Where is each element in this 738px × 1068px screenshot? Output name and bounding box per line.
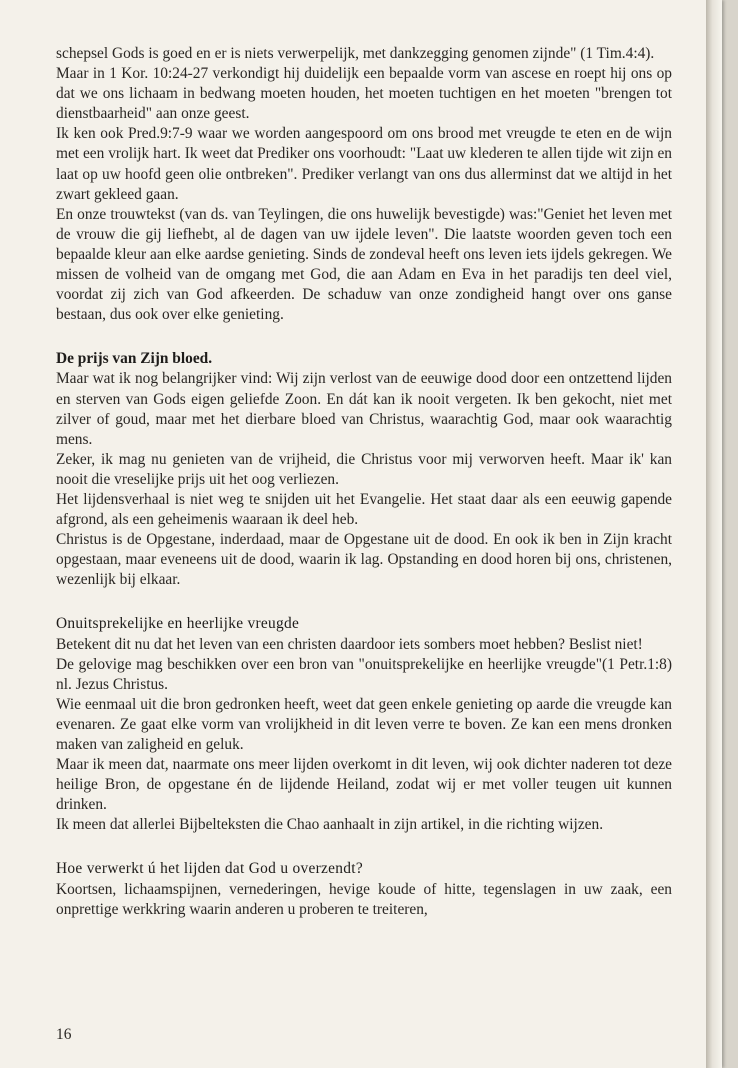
- paragraph: Wie eenmaal uit die bron gedronken heeft, weet dat geen enkele genieting op aarde die vreugde kan evenaren. Ze gaat elke vorm van vrolijkheid in dit leven verre te boven. Ze kan een mens dronken maken van zaligheid en geluk.: [56, 695, 672, 753]
- paragraph: Het lijdensverhaal is niet weg te snijden uit het Evangelie. Het staat daar als een eeuwig gapende afgrond, als een geheimenis waaraan ik deel heb.: [56, 490, 672, 529]
- paragraph: Betekent dit nu dat het leven van een christen daardoor iets sombers moet hebben? Beslist niet!: [56, 635, 643, 653]
- paragraph: Maar ik meen dat, naarmate ons meer lijden overkomt in dit leven, wij ook dichter naderen tot deze heilige Bron, de opgestane én de lijdende Heiland, zodat wij er met voller teugen uit kunnen drinken.: [56, 756, 672, 814]
- section-heading: Hoe verwerkt ú het lijden dat God u overzendt?: [56, 860, 363, 878]
- paragraph: Ik ken ook Pred.9:7-9 waar we worden aangespoord om ons brood met vreugde te eten en de wijn met een vrolijk hart. Ik weet dat Prediker ons voorhoudt: "Laat uw klederen te allen tijde wit zijn en laat op uw hoofd geen olie ontbreken". Prediker verlangt van ons dus allerminst dat we altijd in het zwart gekleed gaan.: [56, 125, 672, 203]
- paragraph: Maar in 1 Kor. 10:24-27 verkondigt hij duidelijk een bepaalde vorm van ascese en roept hij ons op dat we ons lichaam in bedwang moeten houden, het moeten tuchtigen en het moeten "brengen tot dienstbaarheid" aan onze geest.: [56, 65, 672, 123]
- page-text: [56, 44, 672, 920]
- paragraph: Maar wat ik nog belangrijker vind: Wij zijn verlost van de eeuwige dood door een ontzettend lijden en sterven van Gods eigen geliefde Zoon. En dát kan ik nooit vergeten. Ik ben gekocht, niet met zilver of goud, maar met het dierbare bloed van Christus, waarachtig God, maar ook waarachtig mens.: [56, 370, 672, 448]
- paragraph: De gelovige mag beschikken over een bron van "onuitsprekelijke en heerlijke vreugde"(1 Petr.1:8) nl. Jezus Christus.: [56, 655, 672, 693]
- paragraph: En onze trouwtekst (van ds. van Teylingen, die ons huwelijk bevestigde) was:"Geniet het leven met de vrouw die gij liefhebt, al de dagen van uw ijdele leven". Die laatste woorden geven toch een bepaalde kleur aan elke aardse genieting. Sinds de zondeval heeft ons leven iets ijdels gekregen. We missen de volheid van de omgang met God, die aan Adam en Eva in het paradijs ten deel viel, voordat zij zich van God afkeerden. De schaduw van onze zondigheid hangt over ons ganse bestaan, dus ook over elke genieting.: [56, 205, 673, 324]
- section-heading: De prijs van Zijn bloed.: [56, 350, 213, 368]
- paragraph: schepsel Gods is goed en er is niets verwerpelijk, met dankzegging genomen zijnde" (1 Tim.4:4).: [56, 45, 655, 62]
- paragraph: Koortsen, lichaamspijnen, vernederingen, hevige koude of hitte, tegenslagen in uw zaak, een onprettige werkkring waarin anderen u proberen te treiteren,: [56, 880, 672, 918]
- paragraph: Ik meen dat allerlei Bijbelteksten die Chao aanhaalt in zijn artikel, in die richting wijzen.: [56, 816, 604, 834]
- page-edge: [706, 0, 722, 1068]
- section-heading: Onuitsprekelijke en heerlijke vreugde: [56, 615, 300, 633]
- page-number: 16: [56, 1026, 72, 1043]
- paragraph: Christus is de Opgestane, inderdaad, maar de Opgestane uit de dood. En ook ik ben in Zijn kracht opgestaan, maar eveneens uit de dood, waarin ik lag. Opstanding en dood horen bij ons, christenen, wezenlijk bij elkaar.: [56, 531, 672, 589]
- paragraph: Zeker, ik mag nu genieten van de vrijheid, die Christus voor mij verworven heeft. Maar ik' kan nooit die vreselijke prijs uit het oog verliezen.: [56, 450, 672, 488]
